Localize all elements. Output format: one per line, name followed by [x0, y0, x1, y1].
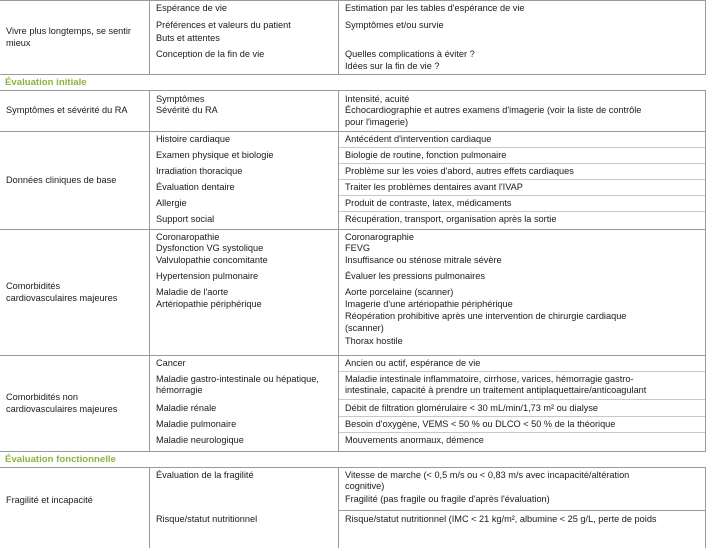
criteria-item: Préférences et valeurs du patient: [156, 20, 291, 30]
detail-item: FEVG: [345, 243, 371, 253]
table-row: [0, 468, 706, 548]
criteria-cell: [150, 1, 339, 74]
detail-item: Intensité, acuité: [345, 94, 410, 104]
detail-item: (scanner): [345, 323, 384, 333]
table-row: [0, 91, 706, 132]
detail-item: Débit de filtration glomérulaire < 30 mL/min/1,73 m² ou dialyse: [345, 403, 599, 413]
detail-item: Coronarographie: [345, 232, 414, 242]
section-header-functional: [0, 452, 706, 468]
criteria-item: Examen physique et biologie: [156, 150, 274, 160]
detail-item: Problème sur les voies d'abord, autres effets cardiaques: [345, 166, 574, 176]
row-label-cell: [0, 91, 150, 131]
row-label-cell: [0, 132, 150, 229]
section-header-initial: [0, 75, 706, 91]
criteria-item: Conception de la fin de vie: [156, 49, 265, 59]
criteria-item: Irradiation thoracique: [156, 166, 243, 176]
criteria-item: Risque/statut nutritionnel: [156, 514, 258, 524]
detail-item: Réopération prohibitive après une intervention de chirurgie cardiaque: [345, 311, 627, 321]
row-label-cell: [0, 468, 150, 548]
criteria-item: Coronaropathie: [156, 232, 220, 242]
detail-item: Aorte porcelaine (scanner): [345, 287, 454, 297]
criteria-item: Évaluation de la fragilité: [156, 470, 254, 480]
row-label: Symptômes et sévérité du RA: [6, 105, 128, 116]
detail-item: Échocardiographie et autres examens d'imagerie (voir la liste de contrôle: [345, 105, 642, 115]
detail-item: pour l'imagerie): [345, 117, 409, 127]
row-label: Comorbidités non cardiovasculaires majeures: [6, 392, 118, 414]
criteria-cell: [150, 132, 339, 229]
row-label-cell: [0, 1, 150, 74]
criteria-item: Espérance de vie: [156, 3, 227, 13]
detail-item: Thorax hostile: [345, 336, 403, 346]
detail-item: Risque/statut nutritionnel (IMC < 21 kg/m², albumine < 25 g/L, perte de poids: [345, 514, 657, 524]
detail-item: Mouvements anormaux, démence: [345, 435, 484, 445]
detail-item: Maladie intestinale inflammatoire, cirrhose, varices, hémorragie gastro-: [345, 374, 634, 384]
table-row: [0, 230, 706, 356]
table-row: [0, 356, 706, 452]
detail-item: Traiter les problèmes dentaires avant l'IVAP: [345, 182, 523, 192]
detail-item: Biologie de routine, fonction pulmonaire: [345, 150, 507, 160]
criteria-item: Artériopathie périphérique: [156, 299, 262, 309]
detail-item: cognitive): [345, 481, 385, 491]
criteria-cell: [150, 230, 339, 355]
criteria-item: Maladie rénale: [156, 403, 217, 413]
detail-item: Fragilité (pas fragile ou fragile d'après l'évaluation): [345, 494, 550, 504]
detail-item: Idées sur la fin de vie ?: [345, 61, 440, 71]
table-row: [0, 132, 706, 230]
detail-item: Récupération, transport, organisation après la sortie: [345, 214, 557, 224]
criteria-item: Cancer: [156, 358, 186, 368]
section-title: Évaluation initiale: [5, 77, 87, 88]
criteria-cell: [150, 356, 339, 451]
row-label: Comorbidités cardiovasculaires majeures: [6, 281, 118, 303]
row-label-cell: [0, 356, 150, 451]
detail-cell: [339, 91, 706, 131]
table-row: [0, 0, 706, 75]
criteria-item: hémorragie: [156, 385, 203, 395]
criteria-item: Buts et attentes: [156, 33, 220, 43]
criteria-item: Maladie neurologique: [156, 435, 244, 445]
detail-item: Produit de contraste, latex, médicaments: [345, 198, 512, 208]
criteria-item: Maladie gastro-intestinale ou hépatique,: [156, 374, 319, 384]
criteria-item: Sévérité du RA: [156, 105, 218, 115]
row-label: Fragilité et incapacité: [6, 495, 93, 505]
detail-item: Quelles complications à éviter ?: [345, 49, 475, 59]
criteria-item: Dysfonction VG systolique: [156, 243, 264, 253]
detail-item: Insuffisance ou sténose mitrale sévère: [345, 255, 502, 265]
detail-item: Vitesse de marche (< 0,5 m/s ou < 0,83 m/s avec incapacité/altération: [345, 470, 630, 480]
criteria-item: Maladie de l'aorte: [156, 287, 229, 297]
criteria-item: Valvulopathie concomitante: [156, 255, 268, 265]
detail-item: Antécédent d'intervention cardiaque: [345, 134, 492, 144]
criteria-item: Support social: [156, 214, 215, 224]
detail-item: intestinale, capacité à prendre un traitement antiplaquettaire/anticoagulant: [345, 385, 647, 395]
detail-cell: [339, 1, 706, 74]
criteria-item: Hypertension pulmonaire: [156, 271, 259, 281]
detail-item: Besoin d'oxygène, VEMS < 50 % ou DLCO < 50 % de la théorique: [345, 419, 616, 429]
section-title: Évaluation fonctionnelle: [5, 454, 116, 465]
detail-item: Symptômes et/ou survie: [345, 20, 444, 30]
detail-cell: [339, 468, 706, 548]
detail-item: Ancien ou actif, espérance de vie: [345, 358, 481, 368]
criteria-item: Évaluation dentaire: [156, 182, 235, 192]
detail-cell: [339, 132, 706, 229]
detail-cell: [339, 356, 706, 451]
detail-item: Imagerie d'une artériopathie périphérique: [345, 299, 513, 309]
criteria-item: Allergie: [156, 198, 187, 208]
detail-cell: [339, 230, 706, 355]
criteria-item: Maladie pulmonaire: [156, 419, 237, 429]
row-label: Vivre plus longtemps, se sentir mieux: [6, 26, 131, 48]
criteria-item: Histoire cardiaque: [156, 134, 231, 144]
criteria-cell: [150, 468, 339, 548]
criteria-cell: [150, 91, 339, 131]
row-label-cell: [0, 230, 150, 355]
detail-item: Estimation par les tables d'espérance de vie: [345, 3, 525, 13]
criteria-item: Symptômes: [156, 94, 205, 104]
detail-item: Évaluer les pressions pulmonaires: [345, 271, 485, 281]
row-label: Données cliniques de base: [6, 174, 117, 185]
